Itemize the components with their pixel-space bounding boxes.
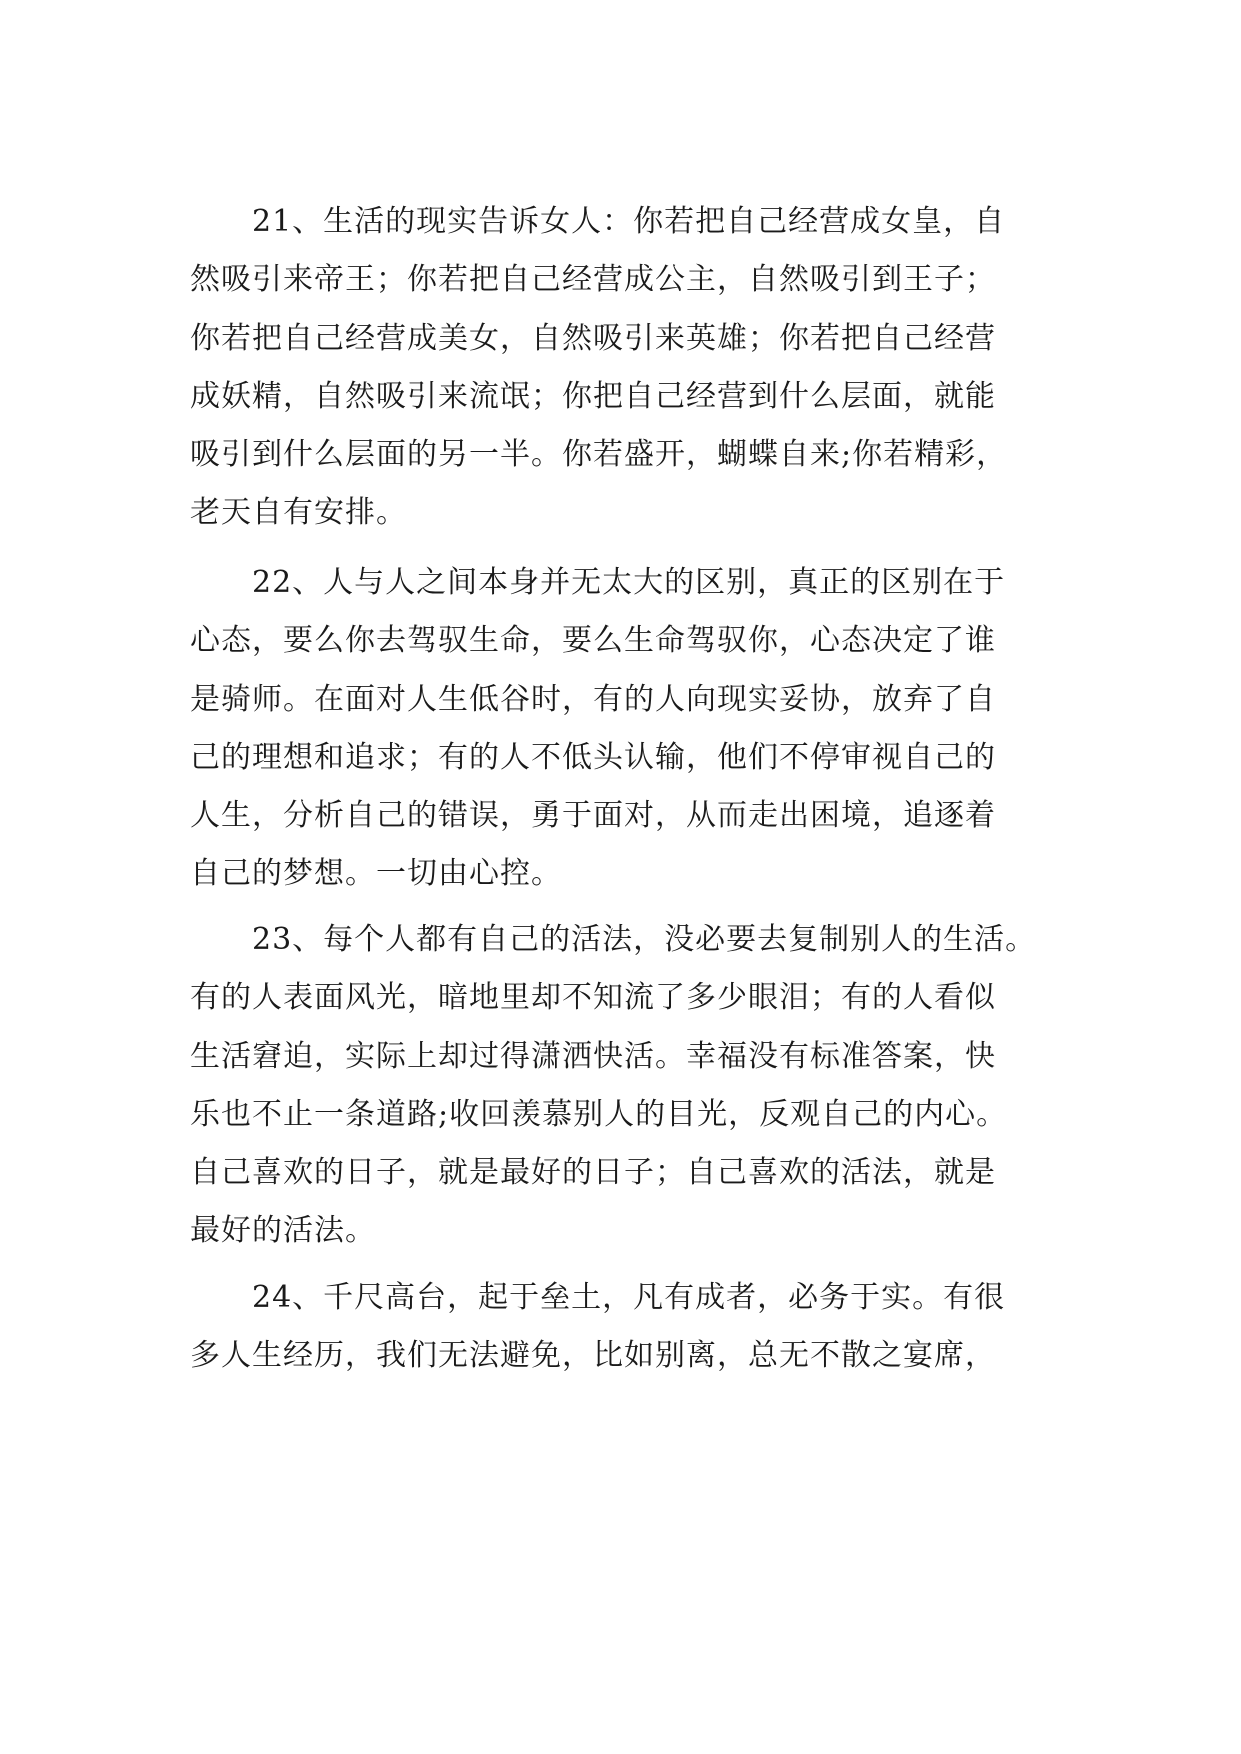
paragraph-line: 然吸引来帝王；你若把自己经营成公主，自然吸引到王子； [190,262,996,298]
paragraph-24 [190,1269,1052,1386]
paragraph-22 [190,554,1052,904]
paragraph-21 [190,193,1052,543]
paragraph-line: 最好的活法。 [190,1213,376,1249]
paragraph-line: 21、生活的现实告诉女人：你若把自己经营成女皇，自 [252,204,1006,239]
paragraph-line: 22、人与人之间本身并无太大的区别，真正的区别在于 [252,565,1006,600]
paragraph-line: 23、每个人都有自己的活法，没必要去复制别人的生活。 [252,922,1037,957]
paragraph-line: 自己的梦想。一切由心控。 [190,856,562,892]
paragraph-line: 是骑师。在面对人生低谷时，有的人向现实妥协，放弃了自 [190,681,996,717]
paragraph-line: 吸引到什么层面的另一半。你若盛开，蝴蝶自来;你若精彩， [190,437,1008,473]
paragraph-line: 成妖精，自然吸引来流氓；你把自己经营到什么层面，就能 [190,378,996,414]
paragraph-line: 你若把自己经营成美女，自然吸引来英雄；你若把自己经营 [190,320,996,356]
paragraph-line: 心态，要么你去驾驭生命，要么生命驾驭你，心态决定了谁 [190,623,996,659]
paragraph-line: 多人生经历，我们无法避免，比如别离，总无不散之宴席， [190,1338,996,1374]
paragraph-line: 生活窘迫，实际上却过得潇洒快活。幸福没有标准答案，快 [190,1038,996,1074]
paragraph-line: 老天自有安排。 [190,495,407,531]
paragraph-line: 乐也不止一条道路;收回羡慕别人的目光，反观自己的内心。 [190,1096,1008,1132]
paragraph-line: 有的人表面风光，暗地里却不知流了多少眼泪；有的人看似 [190,980,996,1016]
paragraph-line: 人生，分析自己的错误，勇于面对，从而走出困境，追逐着 [190,798,996,834]
paragraph-line: 自己喜欢的日子，就是最好的日子；自己喜欢的活法，就是 [190,1155,996,1191]
paragraph-line: 己的理想和追求；有的人不低头认输，他们不停审视自己的 [190,739,996,775]
paragraph-line: 24、千尺高台，起于垒土，凡有成者，必务于实。有很 [252,1280,1006,1315]
paragraph-23 [190,911,1052,1261]
